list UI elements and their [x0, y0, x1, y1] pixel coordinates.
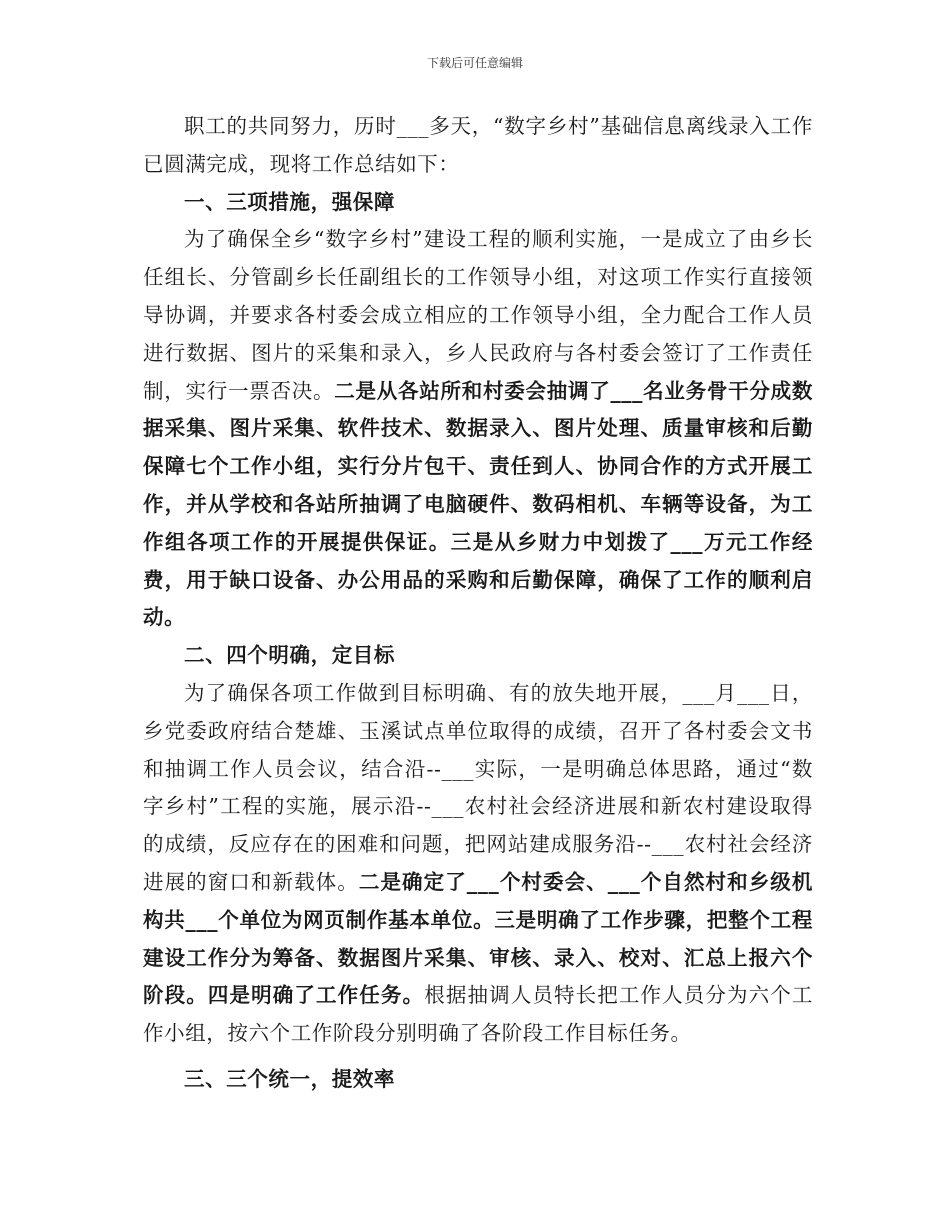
section-heading-2: 二、四个明确，定目标	[184, 643, 395, 668]
section-1-text: 为了确保全乡“数字乡村”建设工程的顺利实施，一是成立了由乡长任组长、分管副乡长任副组长的工作领导小组，对这项工作实行直接领导协调，并要求各村委会成立相应的工作领导小组，全力配合工作人员进行数据、图片的采集和录入，乡人民政府与各村委会签订了工作责任制，实行一票否决。	[143, 227, 813, 403]
document-body	[143, 108, 813, 1099]
page-header-note: 下载后可任意编辑	[426, 56, 523, 70]
section-heading-3: 三、三个统一，提效率	[184, 1066, 395, 1091]
section-2-paragraph	[143, 675, 813, 1053]
section-1-paragraph	[143, 221, 813, 637]
section-heading-1: 一、三项措施，强保障	[184, 189, 395, 214]
section-1-bold-text: 二是从各站所和村委会抽调了___名业务骨干分成数据采集、图片采集、软件技术、数据录入、图片处理、质量审核和后勤保障七个工作小组，实行分片包干、责任到人、协同合作的方式开展工作，并从学校和各站所抽调了电脑硬件、数码相机、车辆等设备，为工作组各项工作的开展提供保证。三是从乡财力中划拨了___万元工作经费，用于缺口设备、办公用品的采购和后勤保障，确保了工作的顺利启动。	[143, 378, 813, 630]
section-2-bold-text: 二是确定了___个村委会、___个自然村和乡级机构共___个单位为网页制作基本单位。三是明确了工作步骤，把整个工程建设工作分为筹备、数据图片采集、审核、录入、校对、汇总上报六个阶段。四是明确了工作任务。	[143, 869, 813, 1008]
section-2-text: 为了确保各项工作做到目标明确、有的放失地开展，___月___日，乡党委政府结合楚雄、玉溪试点单位取得的成绩，召开了各村委会文书和抽调工作人员会议，结合沿--___实际，一是明确总体思路，通过“数字乡村”工程的实施，展示沿--___农村社会经济进展和新农村建设取得的成绩，反应存在的困难和问题，把网站建成服务沿--___农村社会经济进展的窗口和新载体。	[143, 680, 813, 894]
section-2-tail-text: 根据抽调人员特长把工作人员分为六个工作小组，按六个工作阶段分别明确了各阶段工作目标任务。	[143, 983, 813, 1046]
intro-paragraph: 职工的共同努力，历时___多天，“数字乡村”基础信息离线录入工作已圆满完成，现将工作总结如下：	[143, 114, 813, 176]
